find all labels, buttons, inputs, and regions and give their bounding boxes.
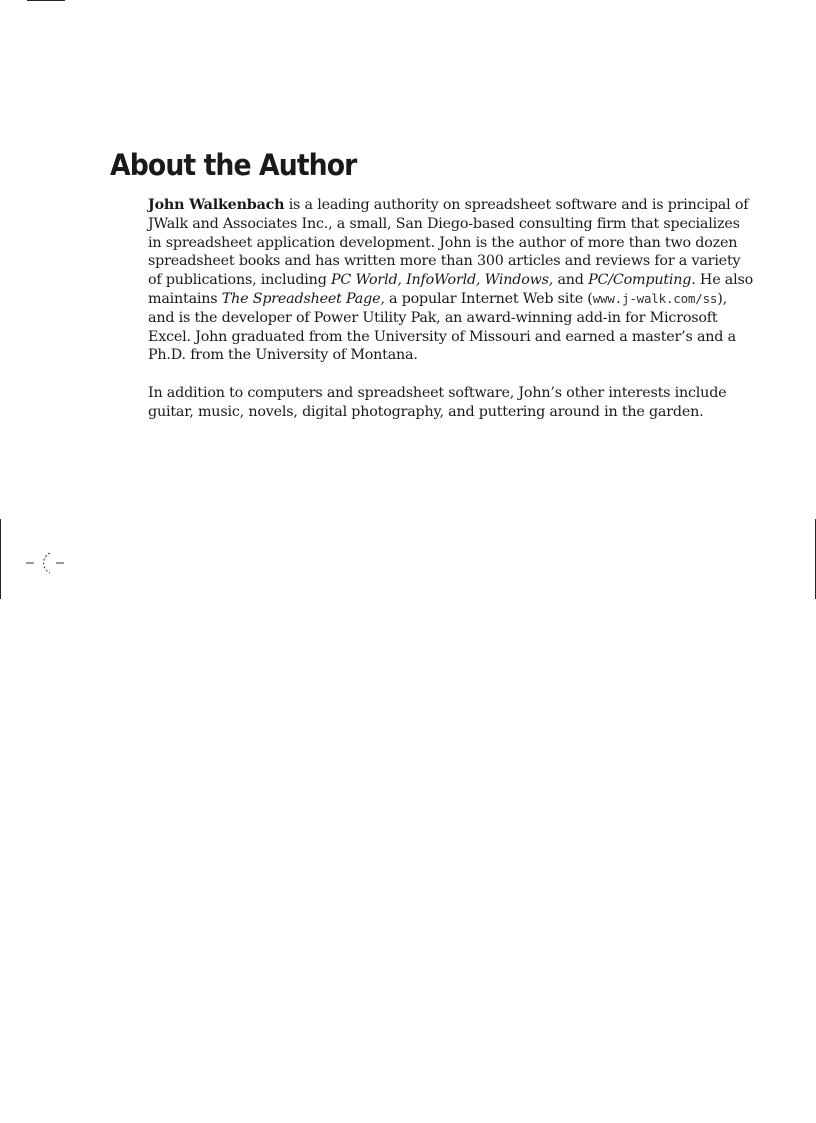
publication-names: PC World, InfoWorld, Windows, bbox=[331, 272, 554, 289]
text-line: JWalk and Associates Inc., a small, San Diego-based consulting firm that specializes bbox=[148, 215, 740, 232]
text-line: spreadsheet books and has written more than 300 articles and reviews for a variety bbox=[148, 253, 741, 270]
text-line: in spreadsheet application development. John is the author of more than two dozen bbox=[148, 234, 738, 251]
website-url: www.j-walk.com/ss bbox=[592, 290, 718, 306]
interests-paragraph bbox=[148, 384, 727, 422]
author-bio bbox=[148, 196, 754, 422]
text-line: Excel. John graduated from the University of Missouri and earned a master’s and a bbox=[148, 328, 736, 345]
text-line: maintains The Spreadsheet Page, a popular Internet Web site (www.j-walk.com/ss), bbox=[148, 290, 727, 307]
registration-mark-icon bbox=[24, 550, 68, 576]
publication-name: PC/Computing bbox=[588, 272, 692, 289]
text-line: and is the developer of Power Utility Pak, an award-winning add-in for Microsoft bbox=[148, 309, 718, 326]
author-name: John Walkenbach bbox=[148, 197, 285, 213]
website-name: The Spreadsheet Page, bbox=[221, 290, 385, 307]
text-line: In addition to computers and spreadsheet software, John’s other interests include bbox=[148, 384, 727, 401]
bio-paragraph bbox=[148, 196, 754, 365]
text-line: of publications, including PC World, InfoWorld, Windows, and PC/Computing. He also bbox=[148, 272, 754, 289]
text-line: Ph.D. from the University of Montana. bbox=[148, 347, 418, 364]
text-line: guitar, music, novels, digital photography, and puttering around in the garden. bbox=[148, 403, 704, 420]
crop-mark-left bbox=[0, 519, 1, 599]
page-title: About the Author bbox=[110, 148, 357, 182]
crop-mark-top bbox=[27, 0, 65, 1]
text-line: John Walkenbach is a leading authority on spreadsheet software and is principal of bbox=[148, 197, 749, 213]
